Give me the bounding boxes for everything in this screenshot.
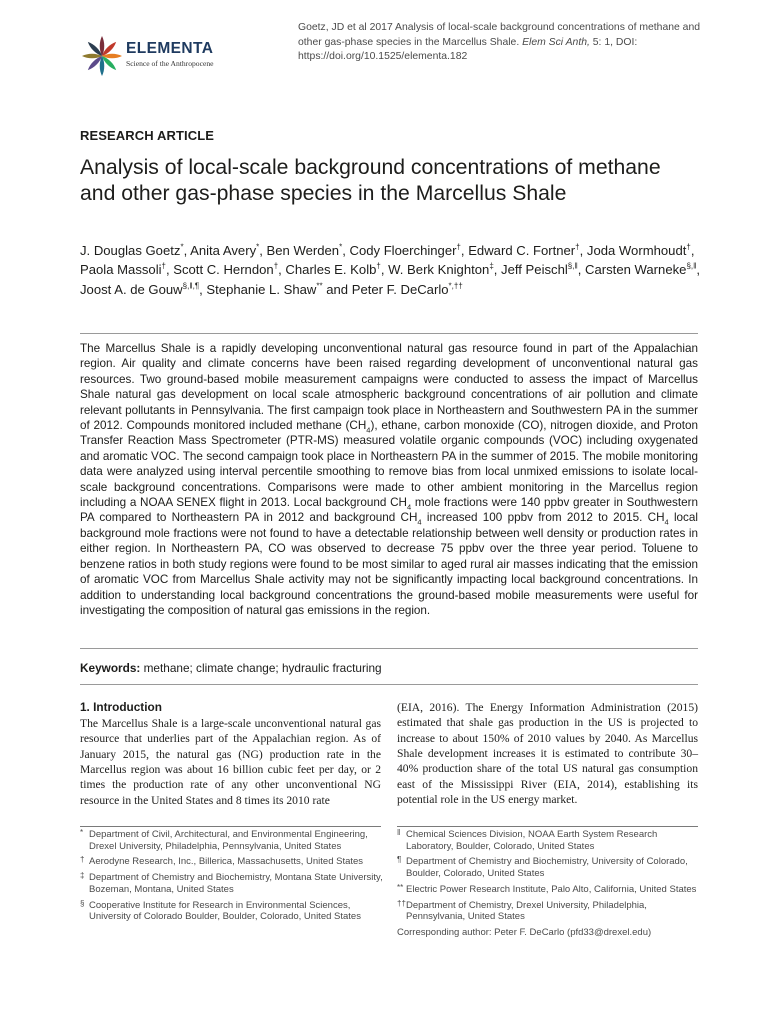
- affiliation-footnote: [80, 856, 386, 868]
- keywords-divider: [80, 684, 698, 685]
- section-heading: 1. Introduction: [80, 700, 162, 714]
- author-affiliation-mark: *,††: [448, 281, 463, 291]
- author-name[interactable]: Anita Avery: [190, 243, 257, 258]
- author-affiliation-mark: †: [575, 242, 580, 252]
- author-name[interactable]: Paola Massoli: [80, 262, 162, 278]
- author-affiliation-mark: †: [686, 242, 691, 252]
- subscript: 4: [664, 517, 669, 527]
- footnote-text: Department of Civil, Architectural, and Environmental Engineering, Drexel University, Philadelphia, Pennsylvania, United States: [89, 829, 368, 852]
- author-affiliation-mark: **: [316, 281, 323, 291]
- abstract-part: mole fractions were 140 ppbv greater in Southwestern PA compared to Northeastern PA in 2012 and background CH: [80, 496, 698, 525]
- footnotes-right: [397, 829, 703, 939]
- author-affiliation-mark: †: [456, 242, 461, 252]
- footnote-text: Department of Chemistry and Biochemistry, Montana State University, Bozeman, Montana, United States: [89, 872, 383, 895]
- citation-header: [298, 21, 702, 65]
- logo-tagline: Science of the Anthropocene: [126, 59, 214, 68]
- footnote-divider-right: [397, 826, 698, 827]
- author-affiliation-mark: †: [161, 261, 166, 271]
- author-name[interactable]: Scott C. Herndon: [173, 262, 274, 278]
- author-name[interactable]: Stephanie L. Shaw: [206, 281, 317, 297]
- author-affiliation-mark: †: [376, 261, 381, 271]
- author-affiliation-mark: *: [180, 242, 184, 252]
- journal-logo[interactable]: [80, 34, 300, 84]
- author-affiliation-mark: §,‖,¶: [182, 281, 200, 291]
- abstract-part: The Marcellus Shale is a rapidly developing unconventional natural gas resource found in part of the Appalachian region. Air quality and climate concerns have been raised regarding development of unconventional natural gas resources. Two ground-based mobile measurement campaigns were conducted to assess the impact of Marcellus Shale natural gas development on local scale atmospheric background concentrations of air pollution and climate relevant pollutants in Pennsylvania. The first campaign took place in Northeastern and Southwestern PA in the summer of 2012. Compounds monitored included methane (CH: [80, 342, 698, 433]
- author-affiliation-mark: §,‖: [686, 261, 697, 271]
- author-name[interactable]: Charles E. Kolb: [285, 262, 377, 278]
- author-name[interactable]: J. Douglas Goetz: [80, 243, 181, 258]
- affiliation-footnote: [397, 829, 703, 852]
- elementa-flower-icon: [80, 34, 124, 78]
- footnote-mark: †: [80, 855, 85, 865]
- author-name[interactable]: Peter F. DeCarlo: [351, 281, 449, 297]
- footnote-text: Cooperative Institute for Research in Environmental Sciences, University of Colorado Boulder, Boulder, Colorado, United States: [89, 899, 361, 923]
- keywords-label: Keywords:: [80, 661, 141, 675]
- abstract-part: increased 100 ppbv from 2012 to 2015. CH: [421, 511, 665, 525]
- intro-paragraph-left: The Marcellus Shale is a large-scale unconventional natural gas resource that underlies part of the Appalachian region. As of January 2015, the natural gas (NG) production rate in the Marcellus region was about 16 billion cubic feet per day, or 2 times the production rate of any other unconventional NG resource in the United States and 8 times its 2010 rate: [80, 717, 381, 807]
- subscript: 4: [417, 517, 422, 527]
- keywords-list: methane; climate change; hydraulic fracturing: [143, 661, 382, 675]
- abstract-part: ), ethane, carbon monoxide (CO), nitrogen dioxide, and Proton Transfer Reaction Mass Spectrometer (PTR-MS) measured volatile organic compounds (VOC) including oxygenated and aromatic VOC. The second campaign took place in Northeastern PA in the summer of 2015. The mobile monitoring data were analyzed using interval percentile smoothing to remove bias from local unmixed emissions to isolate local-scale background concentrations. Comparisons were made to other ambient monitoring in the Marcellus region including a NOAA SENEX flight in 2013. Local background CH: [80, 419, 699, 510]
- footnote-divider-left: [80, 826, 381, 827]
- citation-text: Goetz, JD et al 2017 Analysis of local-scale background concentrations of methane and other gas-phase species in the Marcellus Shale.: [298, 22, 701, 48]
- footnote-mark: ††: [397, 898, 406, 908]
- footnotes-left: [80, 829, 386, 927]
- author-name[interactable]: Cody Floerchinger: [349, 243, 457, 258]
- affiliation-footnote: [80, 872, 386, 895]
- citation-journal: Elem Sci Anth,: [522, 36, 590, 48]
- article-type: RESEARCH ARTICLE: [80, 128, 215, 143]
- author-affiliation-mark: *: [256, 242, 260, 252]
- abstract-top-divider: [80, 333, 698, 334]
- author-name[interactable]: Edward C. Fortner: [468, 243, 576, 258]
- keywords: [80, 661, 698, 675]
- article-title: Analysis of local-scale background concentrations of methane and other gas-phase species in the Marcellus Shale: [80, 156, 661, 205]
- footnote-text: Department of Chemistry and Biochemistry, University of Colorado, Boulder, Colorado, United States: [406, 856, 688, 880]
- affiliation-footnote: [80, 900, 386, 923]
- affiliation-footnote: [80, 829, 386, 852]
- author-name[interactable]: Joda Wormhoudt: [586, 243, 687, 258]
- affiliation-footnote: [397, 856, 703, 879]
- authors-and: and: [326, 281, 349, 297]
- author-affiliation-mark: †: [273, 261, 279, 271]
- citation-doi[interactable]: 5: 1, DOI: https://doi.org/10.1525/elementa.182: [298, 36, 638, 63]
- author-name[interactable]: Ben Werden: [266, 243, 340, 258]
- abstract: [80, 341, 698, 618]
- affiliation-footnote: [397, 900, 703, 923]
- corresponding-author[interactable]: Corresponding author: Peter F. DeCarlo (pfd33@drexel.edu): [397, 926, 652, 938]
- author-affiliation-mark: *: [339, 242, 343, 252]
- subscript: 4: [366, 425, 371, 435]
- author-name[interactable]: Carsten Warneke: [585, 262, 687, 278]
- footnote-text: Aerodyne Research, Inc., Billerica, Massachusetts, United States: [89, 856, 364, 868]
- author-list: J. Douglas Goetz*, Anita Avery*, Ben Werden*, Cody Floerchinger†, Edward C. Fortner†, Joda Wormhoudt†, Paola Massoli†, Scott C. Herndon†, Charles E. Kolb†, W. Berk Knighton‡, Jeff Peischl§,‖, Carsten Warneke§,‖, Joost A. de Gouw§,‖,¶, Stephanie L. Shaw** and Peter F. DeCarlo*,††: [80, 242, 701, 297]
- footnote-mark: **: [397, 882, 404, 892]
- author-name[interactable]: W. Berk Knighton: [388, 262, 490, 278]
- author-affiliation-mark: ‡: [489, 261, 494, 271]
- abstract-part: local background mole fractions were not found to have a detectable relationship between well density or production rates in either region. In Northeastern PA, CO was observed to decrease 75 ppbv over the three year period. Toluene to benzene ratios in both study regions were found to be most similar to aged rural air masses indicating that the emission of aromatic VOC from Marcellus Shale activity may not be significantly impacting local background concentrations. In addition to understanding local background concentrations the ground-based mobile measurements were useful for investigating the composition of natural gas emissions in the region.: [80, 511, 698, 617]
- subscript: 4: [406, 502, 412, 512]
- author-affiliation-mark: §,‖: [567, 261, 578, 271]
- footnote-mark: *: [80, 828, 84, 837]
- intro-paragraph-right: (EIA, 2016). The Energy Information Administration (2015) estimated that shale gas production in the US is projected to increase to about 150% of 2010 values by 2040. As Marcellus Shale development increases it is estimated to contribute 30–40% production share of the total US natural gas consumption east of the Mississippi River (EIA, 2014), establishing its potential role in the US energy market.: [397, 701, 698, 807]
- footnote-text: Electric Power Research Institute, Palo Alto, California, United States: [406, 883, 697, 895]
- logo-name: ELEMENTA: [126, 40, 214, 57]
- footnote-mark: ‡: [80, 871, 85, 881]
- footnote-mark: ¶: [397, 855, 402, 865]
- author-name[interactable]: Jeff Peischl: [501, 262, 568, 278]
- author-name[interactable]: Joost A. de Gouw: [80, 281, 183, 297]
- footnote-mark: ‖: [397, 828, 401, 837]
- footnote-mark: §: [80, 898, 85, 908]
- footnote-text: Department of Chemistry, Drexel University, Philadelphia, Pennsylvania, United States: [406, 899, 647, 923]
- footnote-text: Chemical Sciences Division, NOAA Earth System Research Laboratory, Boulder, Colorado, United States: [406, 829, 658, 852]
- abstract-bottom-divider: [80, 648, 698, 649]
- affiliation-footnote: [397, 884, 703, 896]
